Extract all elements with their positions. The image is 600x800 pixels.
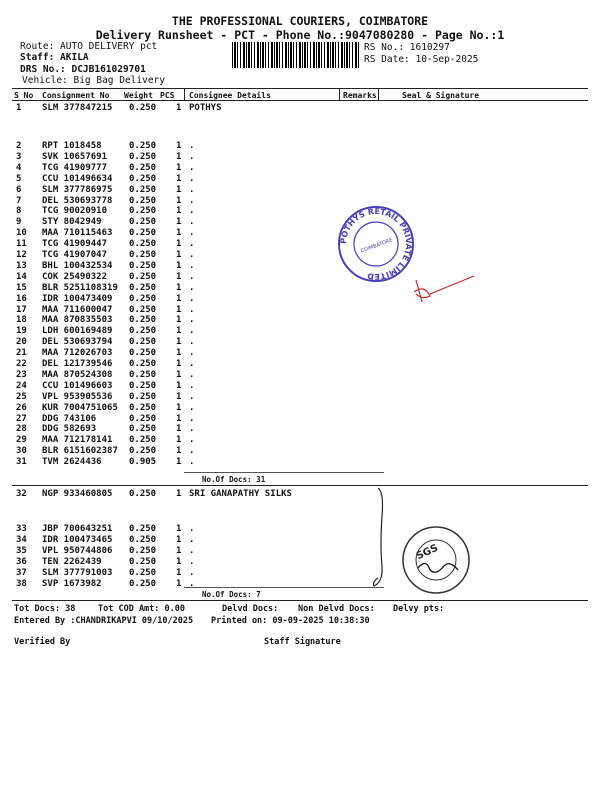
row-pcs: 1 — [176, 489, 182, 499]
header-top-rule — [12, 88, 588, 89]
row-consignee: . — [189, 271, 195, 282]
row-weight: 0.250 — [129, 141, 157, 151]
table-row — [0, 141, 600, 151]
row-consignment: MAA 712026703 — [42, 348, 113, 359]
row-sno: 26 — [16, 402, 27, 413]
row-consignee: . — [189, 195, 195, 206]
column-divider — [184, 89, 185, 100]
row-sno: 8 — [16, 206, 22, 217]
row-pcs: 1 — [176, 457, 182, 468]
row-pcs: 1 — [176, 337, 182, 348]
row-sno: 16 — [16, 293, 27, 304]
row-weight: 0.250 — [129, 359, 157, 369]
row-sno: 1 — [16, 103, 22, 113]
row-pcs: 1 — [176, 228, 182, 239]
row-pcs: 1 — [176, 103, 182, 113]
table-row — [0, 370, 600, 380]
row-weight: 0.250 — [129, 271, 157, 282]
row-weight: 0.250 — [129, 195, 157, 206]
row-pcs: 1 — [176, 151, 182, 162]
table-row — [0, 348, 600, 358]
row-consignment: BLR 5251108319 — [42, 282, 118, 293]
row-consignment: IDR 100473409 — [42, 293, 113, 304]
row-sno: 23 — [16, 369, 27, 380]
row-weight: 0.250 — [129, 391, 157, 402]
table-row — [0, 435, 600, 445]
row-consignment: DEL 121739546 — [42, 359, 113, 369]
row-weight: 0.250 — [129, 534, 157, 545]
staff-signature-label: Staff Signature — [264, 637, 341, 647]
group1-subtotal-rule — [184, 472, 384, 473]
row-pcs: 1 — [176, 359, 182, 369]
group1-doc-count: No.Of Docs: 31 — [202, 475, 266, 484]
row-weight: 0.250 — [129, 424, 157, 435]
row-sno: 15 — [16, 282, 27, 293]
row-consignment: SVK 10657691 — [42, 151, 108, 162]
table-row — [0, 446, 600, 456]
company-stamp — [336, 204, 416, 284]
row-weight: 0.250 — [129, 348, 157, 359]
row-pcs: 1 — [176, 304, 182, 315]
row-sno: 31 — [16, 457, 27, 468]
group2-doc-count: No.Of Docs: 7 — [202, 590, 261, 599]
table-row — [0, 359, 600, 369]
row-consignee: . — [189, 348, 195, 359]
row-weight: 0.250 — [129, 184, 157, 195]
table-row — [0, 535, 600, 545]
row-consignee: . — [189, 578, 195, 589]
table-row — [0, 217, 600, 227]
row-pcs: 1 — [176, 348, 182, 359]
row-consignee: . — [189, 435, 195, 446]
row-weight: 0.250 — [129, 206, 157, 217]
row-sno: 25 — [16, 391, 27, 402]
row-consignment: TCG 41907047 — [42, 250, 108, 260]
row-consignment: BHL 100432534 — [42, 260, 113, 271]
delivered-docs: Delvd Docs: — [222, 604, 279, 614]
row-consignment: JBP 700643251 — [42, 524, 113, 534]
row-weight: 0.250 — [129, 103, 157, 113]
row-consignee: . — [189, 228, 195, 239]
group1-separator — [12, 485, 588, 486]
table-row — [0, 196, 600, 206]
row-consignment: LDH 600169489 — [42, 326, 113, 337]
row-sno: 18 — [16, 315, 27, 326]
table-row — [0, 250, 600, 260]
table-row — [0, 228, 600, 238]
table-row — [0, 103, 600, 113]
row-sno: 34 — [16, 534, 27, 545]
table-row — [0, 283, 600, 293]
row-consignment: DDG 743106 — [42, 413, 97, 424]
table-row — [0, 152, 600, 162]
row-weight: 0.250 — [129, 545, 157, 556]
row-consignment: SLM 377791003 — [42, 567, 113, 578]
row-weight: 0.250 — [129, 556, 157, 567]
row-pcs: 1 — [176, 534, 182, 545]
row-pcs: 1 — [176, 413, 182, 424]
table-row — [0, 163, 600, 173]
row-weight: 0.250 — [129, 239, 157, 250]
row-pcs: 1 — [176, 271, 182, 282]
row-consignee: . — [189, 380, 195, 391]
row-pcs: 1 — [176, 578, 182, 589]
row-sno: 37 — [16, 567, 27, 578]
row-consignment: TCG 41909777 — [42, 162, 108, 173]
row-sno: 28 — [16, 424, 27, 435]
row-sno: 35 — [16, 545, 27, 556]
sgs-stamp-text: SGS — [414, 542, 440, 563]
row-consignee: . — [189, 534, 195, 545]
row-consignment: MAA 711600047 — [42, 304, 113, 315]
row-consignee: . — [189, 337, 195, 348]
row-pcs: 1 — [176, 567, 182, 578]
table-row — [0, 457, 600, 467]
col-consignment: Consignment No — [42, 91, 110, 100]
row-pcs: 1 — [176, 293, 182, 304]
row-sno: 5 — [16, 173, 22, 184]
verified-by: Verified By — [14, 637, 71, 647]
table-row — [0, 424, 600, 434]
row-consignee: . — [189, 413, 195, 424]
row-consignment: TVM 2624436 — [42, 457, 102, 468]
stamp-inner-text: COIMBATORE — [360, 237, 394, 255]
row-consignee: . — [189, 250, 195, 260]
row-sno: 10 — [16, 228, 27, 239]
row-sno: 27 — [16, 413, 27, 424]
row-sno: 9 — [16, 217, 22, 228]
table-row — [0, 403, 600, 413]
row-consignment: VPL 950744806 — [42, 545, 113, 556]
table-row — [0, 305, 600, 315]
row-consignment: IDR 100473465 — [42, 534, 113, 545]
row-consignee: . — [189, 457, 195, 468]
row-sno: 4 — [16, 162, 22, 173]
table-row — [0, 557, 600, 567]
rs-date-label: RS Date: 10-Sep-2025 — [364, 54, 479, 65]
row-sno: 17 — [16, 304, 27, 315]
col-pcs: PCS — [160, 91, 175, 100]
row-sno: 12 — [16, 250, 27, 260]
table-row — [0, 381, 600, 391]
rs-no-label: RS No.: 1610297 — [364, 42, 450, 53]
row-consignee: . — [189, 217, 195, 228]
row-pcs: 1 — [176, 162, 182, 173]
row-weight: 0.250 — [129, 228, 157, 239]
row-consignment: MAA 870835503 — [42, 315, 113, 326]
row-consignment: VPL 953905536 — [42, 391, 113, 402]
row-consignment: RPT 1018458 — [42, 141, 102, 151]
staff-label: Staff: AKILA — [20, 52, 89, 63]
row-pcs: 1 — [176, 446, 182, 457]
table-row — [0, 294, 600, 304]
row-weight: 0.250 — [129, 250, 157, 260]
row-sno: 13 — [16, 260, 27, 271]
row-consignment: COK 25490322 — [42, 271, 108, 282]
handwritten-signature — [370, 486, 394, 590]
table-row — [0, 206, 600, 216]
row-consignee: . — [189, 293, 195, 304]
row-sno: 11 — [16, 239, 27, 250]
row-consignment: MAA 712178141 — [42, 435, 113, 446]
drs-label: DRS No.: DCJB161029701 — [20, 64, 146, 75]
table-row — [0, 489, 600, 499]
row-consignee: . — [189, 369, 195, 380]
row-consignee: . — [189, 304, 195, 315]
row-pcs: 1 — [176, 435, 182, 446]
row-consignment: SLM 377786975 — [42, 184, 113, 195]
row-sno: 36 — [16, 556, 27, 567]
row-weight: 0.250 — [129, 524, 157, 534]
row-pcs: 1 — [176, 391, 182, 402]
stamp-ring-text: POTHYS RETAIL PRIVATE LIMITED — [338, 206, 414, 282]
row-consignment: BLR 6151602387 — [42, 446, 118, 457]
row-sno: 14 — [16, 271, 27, 282]
company-title: THE PROFESSIONAL COURIERS, COIMBATORE — [171, 14, 429, 28]
row-weight: 0.250 — [129, 413, 157, 424]
sgs-stamp — [400, 524, 472, 596]
row-sno: 24 — [16, 380, 27, 391]
group2-separator — [12, 600, 588, 601]
row-weight: 0.250 — [129, 151, 157, 162]
col-seal-signature: Seal & Signature — [402, 91, 480, 100]
non-delivered-docs: Non Delvd Docs: — [298, 604, 375, 614]
table-row — [0, 174, 600, 184]
row-sno: 7 — [16, 195, 22, 206]
row-consignment: SLM 377847215 — [42, 103, 113, 113]
row-consignee: . — [189, 282, 195, 293]
row-sno: 33 — [16, 524, 27, 534]
row-consignment: TCG 41909447 — [42, 239, 108, 250]
row-consignee: . — [189, 545, 195, 556]
row-consignee: . — [189, 151, 195, 162]
table-row — [0, 185, 600, 195]
row-weight: 0.250 — [129, 402, 157, 413]
row-pcs: 1 — [176, 424, 182, 435]
row-weight: 0.250 — [129, 326, 157, 337]
table-row — [0, 392, 600, 402]
row-weight: 0.250 — [129, 304, 157, 315]
row-pcs: 1 — [176, 239, 182, 250]
row-pcs: 1 — [176, 173, 182, 184]
total-docs: Tot Docs: 38 — [14, 604, 76, 614]
row-consignment: CCU 101496603 — [42, 380, 113, 391]
row-pcs: 1 — [176, 369, 182, 380]
row-consignee: . — [189, 173, 195, 184]
row-consignee: POTHYS — [189, 103, 222, 113]
row-pcs: 1 — [176, 556, 182, 567]
row-sno: 29 — [16, 435, 27, 446]
row-consignment: DDG 582693 — [42, 424, 97, 435]
row-sno: 19 — [16, 326, 27, 337]
row-weight: 0.250 — [129, 337, 157, 348]
row-pcs: 1 — [176, 282, 182, 293]
table-row — [0, 414, 600, 424]
row-pcs: 1 — [176, 524, 182, 534]
route-label: Route: AUTO DELIVERY pct — [20, 41, 158, 52]
row-pcs: 1 — [176, 195, 182, 206]
col-weight: Weight — [124, 91, 153, 100]
row-pcs: 1 — [176, 380, 182, 391]
entered-by: Entered By :CHANDRIKAPVI 09/10/2025 — [14, 616, 194, 626]
table-row — [0, 568, 600, 578]
printed-on: Printed on: 09-09-2025 10:38:30 — [211, 616, 370, 626]
row-pcs: 1 — [176, 206, 182, 217]
table-row — [0, 239, 600, 249]
row-consignee: . — [189, 424, 195, 435]
row-consignee: . — [189, 402, 195, 413]
col-sno: S No — [14, 91, 34, 100]
row-consignee: . — [189, 359, 195, 369]
row-consignment: DEL 530693778 — [42, 195, 113, 206]
row-sno: 6 — [16, 184, 22, 195]
red-pen-mark — [408, 270, 478, 310]
row-consignment: KUR 7004751065 — [42, 402, 118, 413]
row-consignment: DEL 530693794 — [42, 337, 113, 348]
table-row — [0, 524, 600, 534]
row-consignment: TEN 2262439 — [42, 556, 102, 567]
row-weight: 0.250 — [129, 217, 157, 228]
row-consignee: . — [189, 556, 195, 567]
row-consignee: . — [189, 524, 195, 534]
row-consignee: . — [189, 315, 195, 326]
row-consignment: MAA 710115463 — [42, 228, 113, 239]
row-consignment: MAA 870524308 — [42, 369, 113, 380]
row-sno: 2 — [16, 141, 22, 151]
row-sno: 20 — [16, 337, 27, 348]
row-pcs: 1 — [176, 315, 182, 326]
row-consignee: . — [189, 567, 195, 578]
row-pcs: 1 — [176, 217, 182, 228]
col-consignee: Consignee Details — [189, 91, 271, 100]
col-remarks: Remarks — [343, 91, 377, 100]
row-pcs: 1 — [176, 260, 182, 271]
row-consignee: . — [189, 206, 195, 217]
row-consignment: CCU 101496634 — [42, 173, 113, 184]
row-weight: 0.250 — [129, 578, 157, 589]
row-consignee: . — [189, 184, 195, 195]
table-row — [0, 337, 600, 347]
row-consignee: . — [189, 260, 195, 271]
table-row — [0, 272, 600, 282]
row-weight: 0.250 — [129, 446, 157, 457]
row-pcs: 1 — [176, 402, 182, 413]
table-row — [0, 546, 600, 556]
row-weight: 0.250 — [129, 489, 157, 499]
row-pcs: 1 — [176, 184, 182, 195]
row-pcs: 1 — [176, 545, 182, 556]
row-sno: 38 — [16, 578, 27, 589]
row-weight: 0.250 — [129, 369, 157, 380]
row-consignment: TCG 90020910 — [42, 206, 108, 217]
row-weight: 0.250 — [129, 567, 157, 578]
row-sno: 30 — [16, 446, 27, 457]
table-row — [0, 315, 600, 325]
delivery-points: Delvy pts: — [393, 604, 445, 614]
row-consignee: . — [189, 391, 195, 402]
row-sno: 22 — [16, 359, 27, 369]
vehicle-label: Vehicle: Big Bag Delivery — [22, 75, 165, 86]
row-weight: 0.250 — [129, 173, 157, 184]
row-weight: 0.250 — [129, 162, 157, 173]
total-cod: Tot COD Amt: 0.00 — [98, 604, 185, 614]
column-divider — [339, 89, 340, 100]
row-consignee: . — [189, 141, 195, 151]
row-sno: 21 — [16, 348, 27, 359]
barcode — [232, 42, 360, 68]
row-consignment: STY 8042949 — [42, 217, 102, 228]
row-weight: 0.250 — [129, 260, 157, 271]
row-weight: 0.905 — [129, 457, 157, 468]
row-consignee: SRI GANAPATHY SILKS — [189, 489, 292, 499]
column-divider — [378, 89, 379, 100]
row-consignee: . — [189, 326, 195, 337]
row-sno: 32 — [16, 489, 27, 499]
row-pcs: 1 — [176, 326, 182, 337]
table-row — [0, 261, 600, 271]
runsheet-subtitle: Delivery Runsheet - PCT - Phone No.:9047080280 - Page No.:1 — [95, 28, 505, 42]
group2-subtotal-rule — [184, 587, 384, 588]
row-weight: 0.250 — [129, 282, 157, 293]
table-row — [0, 326, 600, 336]
row-sno: 3 — [16, 151, 22, 162]
row-weight: 0.250 — [129, 315, 157, 326]
row-consignment: SVP 1673982 — [42, 578, 102, 589]
row-weight: 0.250 — [129, 293, 157, 304]
row-consignee: . — [189, 239, 195, 250]
row-pcs: 1 — [176, 141, 182, 151]
row-pcs: 1 — [176, 250, 182, 260]
row-consignee: . — [189, 446, 195, 457]
row-consignee: . — [189, 162, 195, 173]
header-bottom-rule — [12, 100, 588, 101]
row-consignment: NGP 933460805 — [42, 489, 113, 499]
row-weight: 0.250 — [129, 435, 157, 446]
row-weight: 0.250 — [129, 380, 157, 391]
